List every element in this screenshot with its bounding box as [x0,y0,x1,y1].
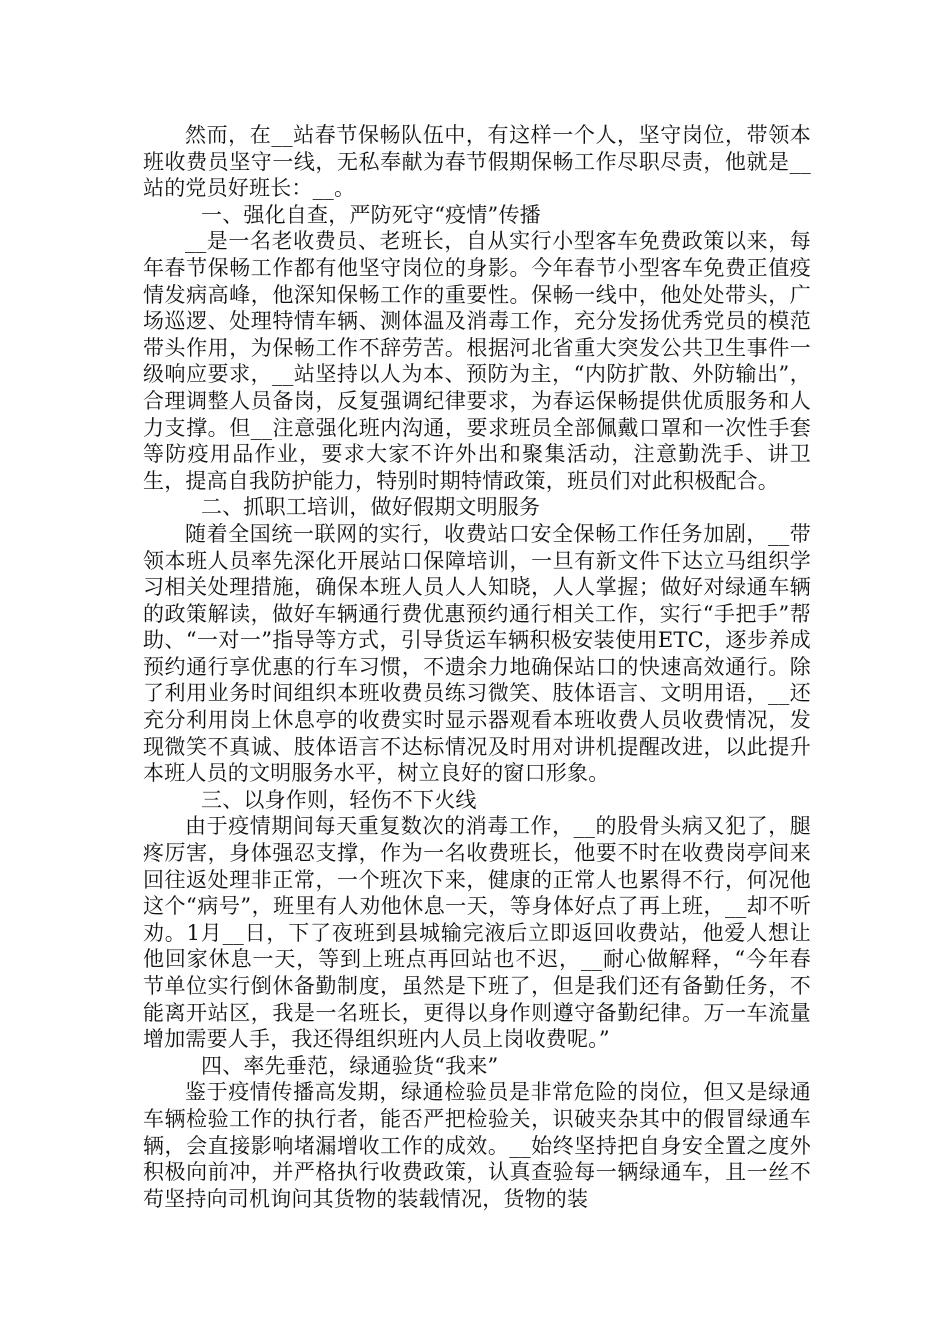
paragraph-section-4: 鉴于疫情传播高发期，绿通检验员是非常危险的岗位，但又是绿通车辆检验工作的执行者，能否严把检验关，识破夹杂其中的假冒绿通车辆，会直接影响堵漏增收工作的成效。__始终坚持把自身安全置之度外积极向前冲，并严格执行收费政策，认真查验每一辆绿通车，且一丝不苟坚持向司机询问其货物的装载情况，货物的装 [143,1080,811,1211]
section-heading-1: 一、强化自查，严防死守“疫情”传播 [201,202,541,227]
section-heading-4: 四、率先垂范，绿通验货“我来” [201,1053,499,1078]
section-heading-2: 二、抓职工培训，做好假期文明服务 [201,495,541,520]
paragraph-section-3: 由于疫情期间每天重复数次的消毒工作，__的股骨头病又犯了，腿疼厉害，身体强忍支撑，作为一名收费班长，他要不时在收费岗亭间来回往返处理非正常，一个班次下来，健康的正常人也累得不行，何况他这个“病号”，班里有人劝他休息一天，等身体好点了再上班，__却不听劝。1月__日，下了夜班到县城输完液后立即返回收费站，他爱人想让他回家休息一天，等到上班点再回站也不迟，__耐心做解释，“今年春节单位实行倒休备勤制度，虽然是下班了，但是我们还有备勤任务，不能离开站区，我是一名班长，更得以身作则遵守备勤纪律。万一车流量增加需要人手，我还得组织班内人员上岗收费呢。” [143,814,811,1052]
paragraph-intro: 然而，在__站春节保畅队伍中，有这样一个人，坚守岗位，带领本班收费员坚守一线，无私奉献为春节假期保畅工作尽职尽责，他就是__站的党员好班长：__。 [143,123,811,201]
paragraph-section-2: 随着全国统一联网的实行，收费站口安全保畅工作任务加剧，__带领本班人员率先深化开展站口保障培训，一旦有新文件下达立马组织学习相关处理措施，确保本班人员人人知晓，人人掌握；做好对绿通车辆的政策解读，做好车辆通行费优惠预约通行相关工作，实行“手把手”帮助、“一对一”指导等方式，引导货运车辆积极安装使用ETC，逐步养成预约通行享优惠的行车习惯，不遗余力地确保站口的快速高效通行。除了利用业务时间组织本班收费员练习微笑、肢体语言、文明用语，__还充分利用岗上休息亭的收费实时显示器观看本班收费人员收费情况，发现微笑不真诚、肢体语言不达标情况及时用对讲机提醒改进，以此提升本班人员的文明服务水平，树立良好的窗口形象。 [143,521,811,786]
document-body [143,122,811,1212]
section-heading-3: 三、以身作则，轻伤不下火线 [201,787,477,812]
paragraph-section-1: __是一名老收费员、老班长，自从实行小型客车免费政策以来，每年春节保畅工作都有他坚守岗位的身影。今年春节小型客车免费正值疫情发病高峰，他深知保畅工作的重要性。保畅一线中，他处处带头，广场巡逻、处理特情车辆、测体温及消毒工作，充分发扬优秀党员的模范带头作用，为保畅工作不辞劳苦。根据河北省重大突发公共卫生事件一级响应要求，__站坚持以人为本、预防为主，“内防扩散、外防输出”，合理调整人员备岗，反复强调纪律要求，为春运保畅提供优质服务和人力支撑。但__注意强化班内沟通，要求班员全部佩戴口罩和一次性手套等防疫用品作业，要求大家不许外出和聚集活动，注意勤洗手、讲卫生，提高自我防护能力，特别时期特情政策，班员们对此积极配合。 [143,229,811,493]
